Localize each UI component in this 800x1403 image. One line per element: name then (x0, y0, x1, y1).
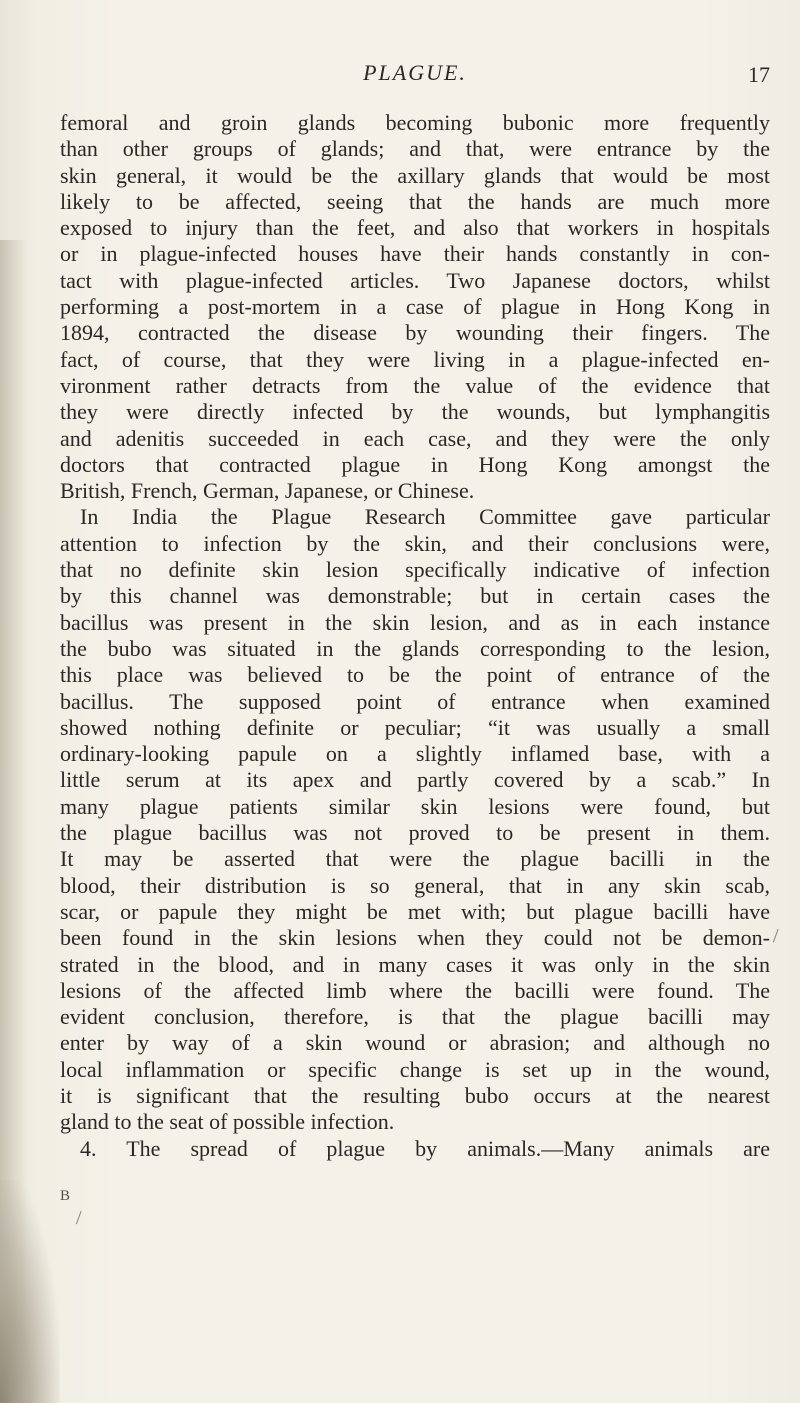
text-line: scar, or papule they might be met with; but plague bacilli have (60, 898, 770, 924)
text-line: 4. The spread of plague by animals.—Many animals are (80, 1135, 770, 1161)
page-corner-shadow (0, 1180, 60, 1403)
text-line: lesions of the affected limb where the bacilli were found. The (60, 977, 770, 1003)
text-line: 1894, contracted the disease by wounding their fingers. The (60, 320, 770, 346)
body-text (60, 110, 770, 1162)
text-line: it is significant that the resulting bubo occurs at the nearest (60, 1082, 770, 1108)
text-line: gland to the seat of possible infection. (60, 1109, 395, 1135)
text-line: showed nothing definite or peculiar; “it was usually a small (60, 714, 770, 740)
text-line: this place was believed to be the point of entrance of the (60, 662, 770, 688)
text-line: tact with plague-infected articles. Two Japanese doctors, whilst (60, 267, 770, 293)
text-line: skin general, it would be the axillary glands that would be most (60, 162, 770, 188)
stray-mark (773, 929, 786, 945)
text-line: local inflammation or specific change is set up in the wound, (60, 1056, 770, 1082)
text-line: attention to infection by the skin, and their conclusions were, (60, 530, 770, 556)
text-line: little serum at its apex and partly covered by a scab.” In (60, 767, 770, 793)
text-line: strated in the blood, and in many cases it was only in the skin (60, 951, 770, 977)
text-line: It may be asserted that were the plague bacilli in the (60, 846, 770, 872)
text-line: In India the Plague Research Committee gave particular (80, 504, 770, 530)
page-header (60, 60, 770, 90)
text-line: likely to be affected, seeing that the hands are much more (60, 188, 770, 214)
text-line: fact, of course, that they were living in a plague-infected en- (60, 346, 770, 372)
signature-mark: B (60, 1188, 71, 1204)
text-line: than other groups of glands; and that, were entrance by the (60, 136, 770, 162)
text-line: enter by way of a skin wound or abrasion; and although no (60, 1030, 770, 1056)
page-number: 17 (748, 62, 770, 87)
text-line: British, French, German, Japanese, or Chinese. (60, 478, 475, 504)
text-line: doctors that contracted plague in Hong Kong amongst the (60, 451, 770, 477)
text-line: the plague bacillus was not proved to be present in them. (60, 820, 770, 846)
text-line: vironment rather detracts from the value of the evidence that (60, 372, 770, 398)
text-line: they were directly infected by the wounds, but lymphangitis (60, 399, 770, 425)
text-line: exposed to injury than the feet, and also that workers in hospitals (60, 215, 770, 241)
text-line: that no definite skin lesion specifically indicative of infection (60, 557, 770, 583)
text-line: and adenitis succeeded in each case, and they were the only (60, 425, 770, 451)
text-line: blood, their distribution is so general, that in any skin scab, (60, 872, 770, 898)
text-line: by this channel was demonstrable; but in certain cases the (60, 583, 770, 609)
stray-mark (76, 1211, 89, 1227)
text-line: many plague patients similar skin lesions were found, but (60, 793, 770, 819)
text-line: ordinary-looking papule on a slightly inflamed base, with a (60, 741, 770, 767)
text-line: bacillus. The supposed point of entrance when examined (60, 688, 770, 714)
text-line: performing a post-mortem in a case of plague in Hong Kong in (60, 294, 770, 320)
text-line: or in plague-infected houses have their hands constantly in con- (60, 241, 770, 267)
text-line: been found in the skin lesions when they could not be demon- (60, 925, 770, 951)
running-title: PLAGUE. (363, 60, 467, 85)
text-line: femoral and groin glands becoming bubonic more frequently (60, 110, 770, 135)
text-line: evident conclusion, therefore, is that the plague bacilli may (60, 1004, 770, 1030)
text-line: the bubo was situated in the glands corresponding to the lesion, (60, 635, 770, 661)
text-line: bacillus was present in the skin lesion, and as in each instance (60, 609, 770, 635)
